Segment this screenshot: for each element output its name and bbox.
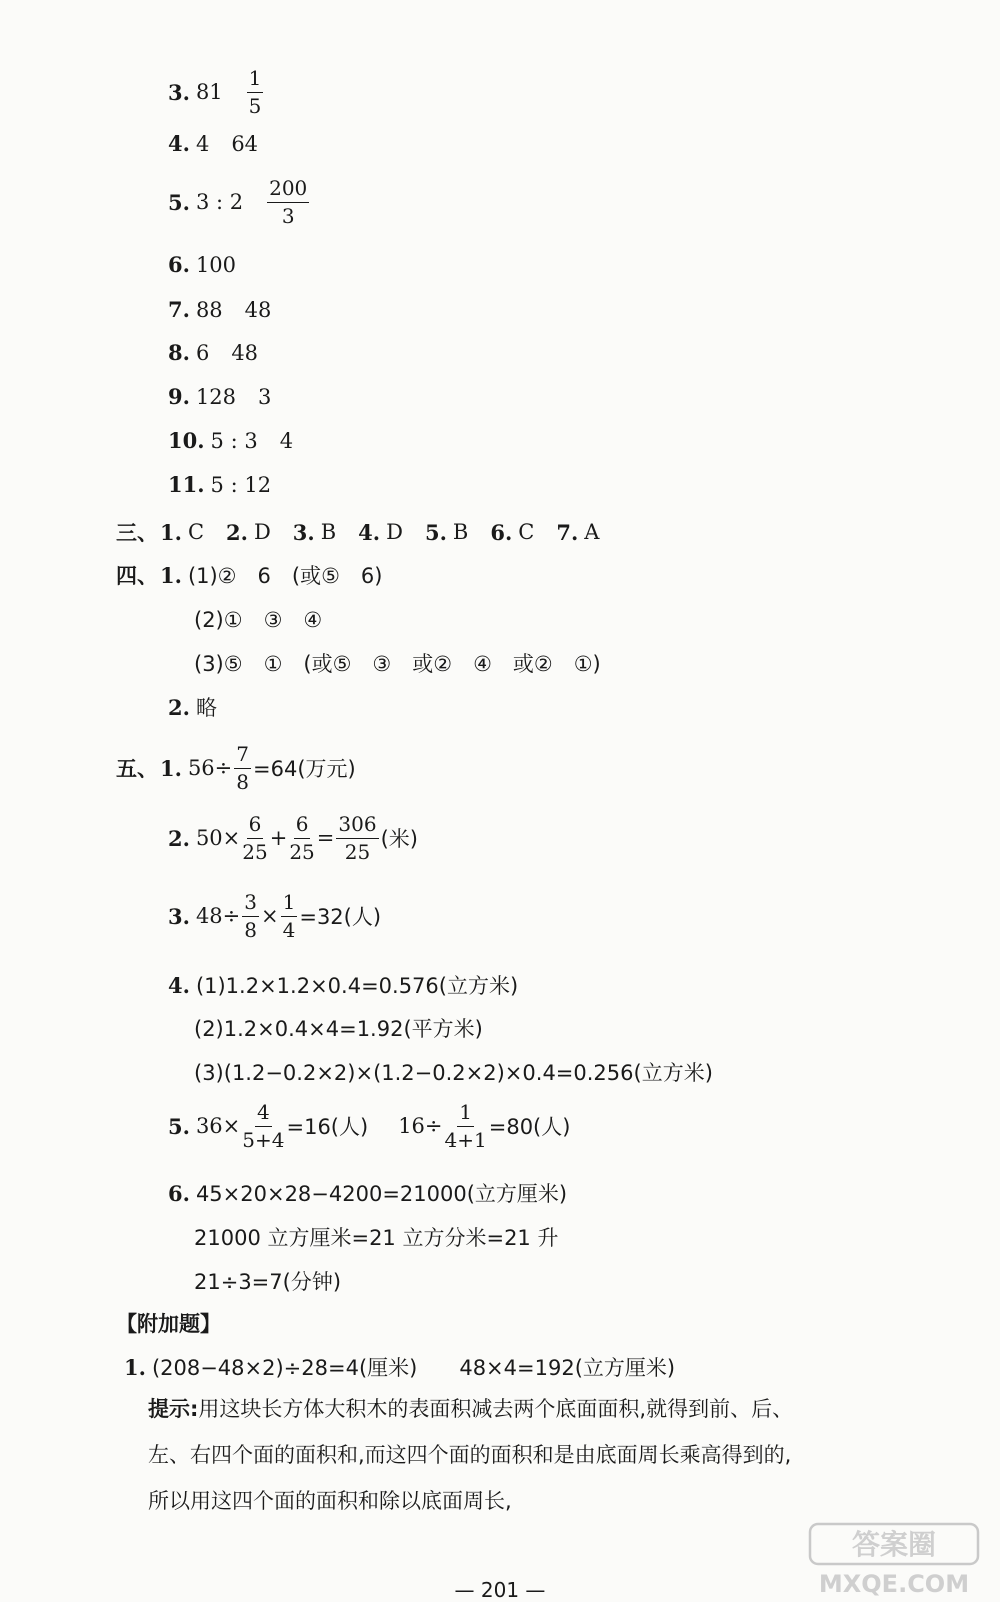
item-10 [168,428,293,453]
item-9 [168,384,271,409]
section-5-q1 [116,744,356,792]
expr: (米) [380,827,418,851]
choice: B [320,520,337,544]
fraction: $\frac{200}{3}$ [269,176,308,228]
expr: 16÷ [398,1114,443,1138]
fraction: $\frac{6}{25}$ [289,812,315,864]
bonus-q1 [124,1352,675,1382]
answer: 128 [195,384,237,409]
expr: 36× [195,1114,241,1138]
expr: =16(人) [286,1115,369,1139]
item-number: 6. [168,1180,190,1206]
expr: =80(人) [488,1115,571,1139]
item-6 [168,252,236,277]
choice: C [518,520,535,544]
expr: × [261,904,279,928]
expr: 50× [195,826,241,850]
section-label: 三、 [116,521,158,545]
item-number: 5. [424,519,447,545]
answer: 48 [244,297,272,322]
item-number: 8. [168,340,190,365]
item-number: 4. [358,519,381,545]
answer-line: (2)1.2×0.4×4=1.92(平方米) [194,1017,483,1041]
section-5-q4 [168,970,518,1000]
answer: 100 [195,252,237,277]
answer-line: 21000 立方厘米=21 立方分米=21 升 [194,1226,559,1250]
answer-line: 21÷3=7(分钟) [194,1270,342,1294]
item-number: 4. [168,972,190,998]
answer: 81 [195,80,223,104]
fraction: $\frac{3}{8}$ [244,890,257,942]
choice: D [253,520,271,544]
hint-label: 提示: [148,1397,199,1421]
item-number: 1. [160,562,182,588]
answer-line: (1)② 6 (或⑤ 6) [187,564,383,588]
expr: = [316,826,335,850]
section-5-q2 [168,814,418,862]
expr: 56÷ [187,756,233,780]
item-7 [168,297,271,322]
fraction: $\frac{6}{25}$ [242,812,268,864]
answer-line: (3)⑤ ① (或⑤ ③ 或② ④ 或② ①) [194,652,601,676]
item-number: 3. [292,519,315,545]
choice: D [386,520,403,544]
choice: A [584,520,600,544]
answer: 3 : 2 [195,190,244,214]
answer: 5 : 12 [210,472,272,497]
hint-text: 用这块长方体大积木的表面积减去两个底面面积,就得到前、后、左、右四个面的面积和,而这四个面的面积和是由底面周长乘高得到的,所以用这四个面的面积和除以底面周长, [148,1397,794,1513]
answer: 64 [231,131,259,156]
item-number: 9. [168,384,190,409]
section-5-q3 [168,892,381,940]
expr: =32(人) [299,905,382,929]
item-number: 3. [168,79,190,105]
expr: + [269,826,288,850]
item-11 [168,472,271,497]
answer-line: 45×20×28−4200=21000(立方厘米) [195,1182,568,1206]
item-number: 1. [160,755,182,781]
answer: 略 [195,696,217,720]
item-5 [168,178,311,226]
item-number: 1. [160,519,182,545]
item-number: 2. [226,519,248,545]
fraction: $\frac{306}{25}$ [338,812,377,864]
fraction: $\frac{1}{5}$ [248,66,262,118]
answer-line: (2)① ③ ④ [194,608,323,632]
answer-line: (1)1.2×1.2×0.4=0.576(立方米) [195,974,519,998]
item-number: 4. [168,131,190,156]
item-number: 6. [168,252,190,277]
item-number: 5. [168,189,190,215]
fraction: $\frac{1}{4}$ [282,890,296,942]
item-number: 10. [168,428,205,453]
fraction: $\frac{1}{4+1}$ [444,1100,487,1152]
item-number: 7. [556,519,579,545]
expr: 48÷ [195,904,241,928]
answer: 48 [231,340,259,365]
item-8 [168,340,258,365]
item-3 [168,68,265,116]
item-number: 11. [168,472,205,497]
fraction: $\frac{4}{5+4}$ [242,1100,285,1152]
section-label: 五、 [116,757,158,781]
svg-text:答案圈: 答案圈 [851,1528,937,1561]
answer-line: (208−48×2)÷28=4(厘米) 48×4=192(立方厘米) [151,1356,676,1380]
page-number: — 201 — [454,1578,546,1602]
answer: 5 : 3 [210,428,258,453]
choice: C [187,520,205,544]
item-number: 2. [168,825,190,851]
item-4 [168,131,258,156]
choice: B [452,520,469,544]
svg-text:MXQE.COM: MXQE.COM [818,1570,970,1598]
answer: 6 [195,340,210,365]
answer-line: (3)(1.2−0.2×2)×(1.2−0.2×2)×0.4=0.256(立方米) [194,1061,713,1085]
section-4-q1 [116,560,382,590]
answer: 4 [195,131,210,156]
item-number: 1. [124,1354,146,1380]
section-4-q2 [168,692,217,722]
fraction: $\frac{7}{8}$ [236,742,249,794]
expr: =64(万元) [253,757,356,781]
section-label: 四、 [116,564,158,588]
answer: 4 [279,428,294,453]
item-number: 6. [490,519,513,545]
section-5-q5 [168,1102,570,1150]
section-3 [116,517,599,547]
answer: 88 [195,297,223,322]
bonus-title: 【附加题】 [116,1312,221,1336]
item-number: 7. [168,297,190,322]
hint-paragraph [148,1386,798,1524]
item-number: 2. [168,694,190,720]
answer: 3 [258,384,272,409]
item-number: 5. [168,1113,190,1139]
section-5-q6 [168,1178,567,1208]
item-number: 3. [168,903,190,929]
